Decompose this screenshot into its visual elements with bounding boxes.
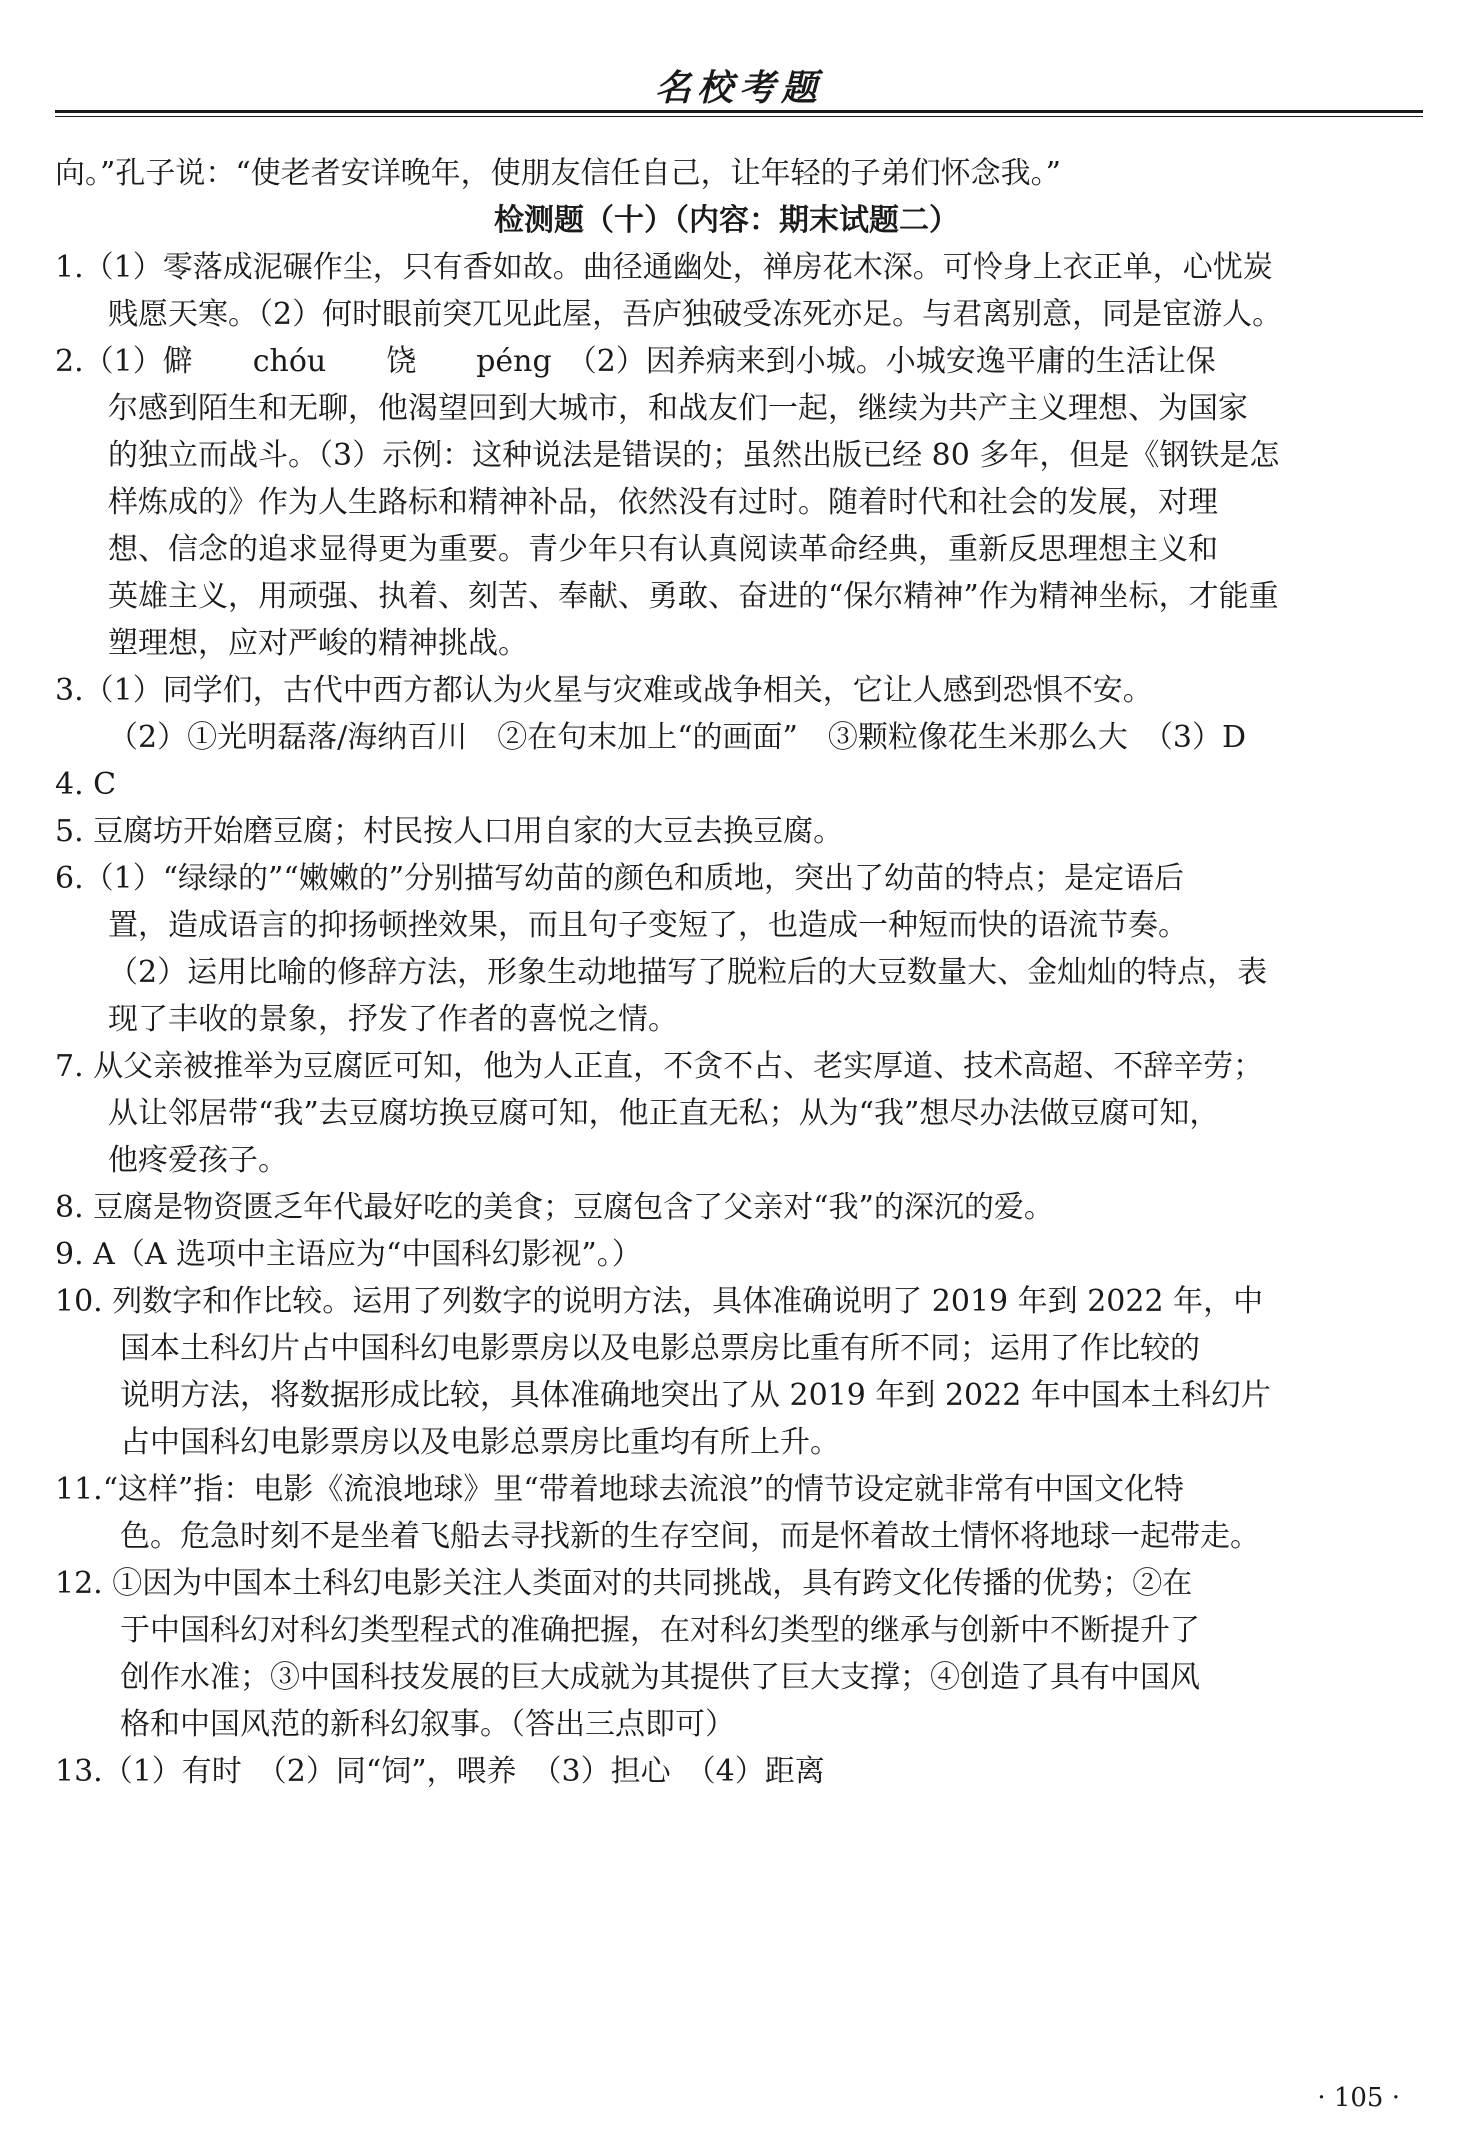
text-line: 说明方法，将数据形成比较，具体准确地突出了从 2019 年到 2022 年中国本土科幻片 [120, 1378, 1271, 1413]
text-line: 10. 列数字和作比较。运用了列数字的说明方法，具体准确说明了 2019 年到 2022 年，中 [55, 1284, 1264, 1319]
text-line: 13.（1）有时 （2）同“饲”，喂养 （3）担心 （4）距离 [55, 1754, 825, 1789]
text-line: 国本土科幻片占中国科幻电影票房以及电影总票房比重有所不同；运用了作比较的 [120, 1331, 1200, 1366]
text-line: 6.（1）“绿绿的”“嫩嫩的”分别描写幼苗的颜色和质地，突出了幼苗的特点；是定语后 [55, 861, 1185, 896]
text-line: 色。危急时刻不是坐着飞船去寻找新的生存空间，而是怀着故土情怀将地球一起带走。 [120, 1519, 1260, 1554]
text-line: 1.（1）零落成泥碾作尘，只有香如故。曲径通幽处，禅房花木深。可怜身上衣正单，心忧炭 [55, 250, 1273, 285]
text-line: 9. A（A 选项中主语应为“中国科幻影视”。） [55, 1237, 642, 1272]
page-number: · 105 · [1317, 2083, 1400, 2113]
text-line: 3.（1）同学们，古代中西方都认为火星与灾难或战争相关，它让人感到恐惧不安。 [55, 673, 1153, 708]
text-line: 创作水准；③中国科技发展的巨大成就为其提供了巨大支撑；④创造了具有中国风 [120, 1660, 1200, 1695]
text-line: （2）运用比喻的修辞方法，形象生动地描写了脱粒后的大豆数量大、金灿灿的特点，表 [108, 955, 1268, 990]
text-line: 2.（1）僻 chóu 饶 péng （2）因养病来到小城。小城安逸平庸的生活让保 [55, 344, 1216, 379]
text-line: 4. C [55, 767, 117, 802]
section-title: 检测题（十）（内容：期末试题二） [494, 203, 959, 238]
text-line: 占中国科幻电影票房以及电影总票房比重均有所上升。 [120, 1425, 840, 1460]
text-line: 塑理想，应对严峻的精神挑战。 [108, 626, 528, 661]
text-line: 于中国科幻对科幻类型程式的准确把握，在对科幻类型的继承与创新中不断提升了 [120, 1613, 1200, 1648]
header-rule-thin [55, 116, 1423, 117]
answer-content [55, 150, 1398, 1795]
text-line: 英雄主义，用顽强、执着、刻苦、奉献、勇敢、奋进的“保尔精神”作为精神坐标，才能重 [108, 579, 1279, 614]
text-line: 尔感到陌生和无聊，他渴望回到大城市，和战友们一起，继续为共产主义理想、为国家 [108, 391, 1248, 426]
text-line: 11.“这样”指：电影《流浪地球》里“带着地球去流浪”的情节设定就非常有中国文化特 [55, 1472, 1185, 1507]
text-line: 12. ①因为中国本土科幻电影关注人类面对的共同挑战，具有跨文化传播的优势；②在 [55, 1566, 1193, 1601]
header-rule [55, 110, 1423, 113]
text-line: 向。”孔子说：“使老者安详晚年，使朋友信任自己，让年轻的子弟们怀念我。” [55, 156, 1062, 191]
text-line: 格和中国风范的新科幻叙事。（答出三点即可） [120, 1707, 735, 1742]
text-line: 5. 豆腐坊开始磨豆腐；村民按人口用自家的大豆去换豆腐。 [55, 814, 844, 849]
text-line: 从让邻居带“我”去豆腐坊换豆腐可知，他正直无私；从为“我”想尽办法做豆腐可知， [108, 1096, 1220, 1131]
text-line: 现了丰收的景象，抒发了作者的喜悦之情。 [108, 1002, 678, 1037]
text-line: 样炼成的》作为人生路标和精神补品，依然没有过时。随着时代和社会的发展，对理 [108, 485, 1218, 520]
text-line: 想、信念的追求显得更为重要。青少年只有认真阅读革命经典，重新反思理想主义和 [108, 532, 1218, 567]
text-line: 他疼爱孩子。 [108, 1143, 288, 1178]
text-line: 置，造成语言的抑扬顿挫效果，而且句子变短了，也造成一种短而快的语流节奏。 [108, 908, 1188, 943]
text-line: （2）①光明磊落/海纳百川 ②在句末加上“的画面” ③颗粒像花生米那么大 （3）D [108, 720, 1247, 755]
page-header-title: 名校考题 [654, 67, 823, 109]
text-line: 的独立而战斗。（3）示例：这种说法是错误的；虽然出版已经 80 多年，但是《钢铁是怎 [108, 438, 1280, 473]
text-line: 7. 从父亲被推举为豆腐匠可知，他为人正直，不贪不占、老实厚道、技术高超、不辞辛劳； [55, 1049, 1264, 1084]
text-line: 贱愿天寒。（2）何时眼前突兀见此屋，吾庐独破受冻死亦足。与君离别意，同是宦游人。 [108, 297, 1283, 332]
text-line: 8. 豆腐是物资匮乏年代最好吃的美食；豆腐包含了父亲对“我”的深沉的爱。 [55, 1190, 1054, 1225]
